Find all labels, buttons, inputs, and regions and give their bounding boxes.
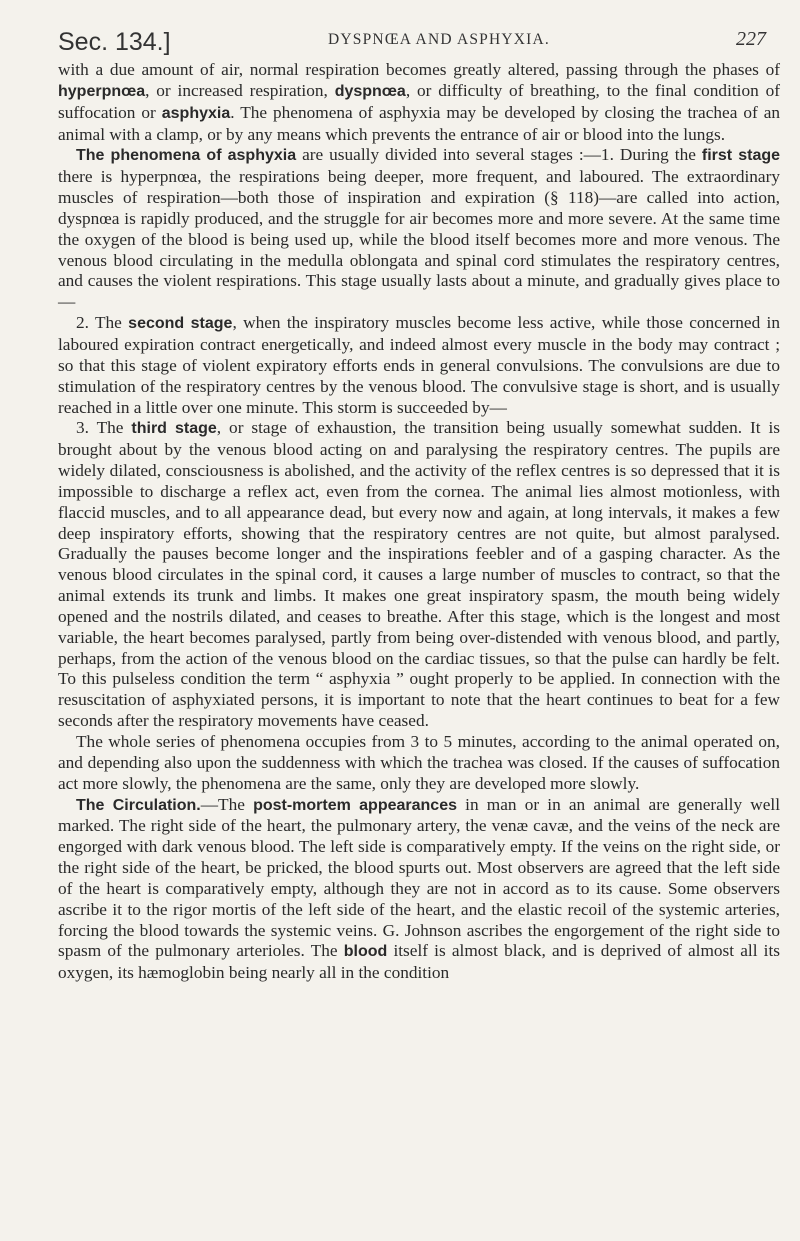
text-run: in man or in an animal are generally well marked. The right side of the heart, the pulmonary artery, the venæ cavæ, and the veins of the neck are engorged with dark venous blood. The left side is comparatively empty. If the veins on the right side, or the right side of the heart, be pricked, the blood spurts out. Most observers are agreed that the left side of the heart is comparatively empty, although they are not in accord as to its cause. Some observers ascribe it to the rigor mortis of the left side of the heart, and the elastic recoil of the systemic arteries, forcing the blood towards the systemic veins. G. Johnson ascribes the engorgement of the right side to spasm of the pulmonary arterioles. The bbox=[58, 794, 781, 961]
body-text bbox=[58, 60, 780, 984]
paragraph bbox=[58, 313, 780, 418]
text-run: . The phenomena of asphyxia may be developed by closing the trachea of an animal with a clamp, or by any means which prevents the entrance of air or blood into the lungs. bbox=[58, 102, 781, 144]
bold-term: post-mortem appearances bbox=[253, 796, 457, 814]
section-number: Sec. 134.] bbox=[58, 28, 171, 56]
paragraph bbox=[58, 795, 780, 985]
bold-term: second stage bbox=[128, 315, 233, 333]
text-run: The whole series of phenomena occupies from 3 to 5 minutes, according to the animal operated on, and depending also upon the suddenness with which the trachea was closed. If the causes of suffocation act more slowly, the phenomena are the same, only they are developed more slowly. bbox=[58, 732, 780, 793]
text-run: , or stage of exhaustion, the transition being usually somewhat sudden. It is brought about by the venous blood acting on and paralysing the respiratory centres. The pupils are widely dilated, consciousness is abolished, and the activity of the reflex centres is so depressed that it is impossible to discharge a reflex act, even from the cornea. The animal lies almost motionless, with flaccid muscles, and to all appearance dead, but every now and again, at long intervals, it makes a few deep inspiratory efforts, showing that the respiratory centres are not quite, but almost paralysed. Gradually the pauses become longer and the inspirations feebler and of a gasping character. As the venous blood circulates in the spinal cord, it causes a large number of muscles to contract, so that the animal extends its trunk and limbs. It makes one great inspiratory spasm, the mouth being widely opened and the nostrils dilated, and ceases to breathe. After this stage, which is the longest and most variable, the heart becomes paralysed, partly from being over-distended with venous blood, and partly, perhaps, from the action of the venous blood on the cardiac tissues, so that the pulse can hardly be felt. To this pulseless condition the term “ asphyxia ” ought properly to be applied. In connection with the resuscitation of asphyxiated persons, it is important to note that the heart continues to beat for a few seconds after the respiratory movements have ceased. bbox=[58, 418, 780, 731]
text-run: , or increased respiration, bbox=[145, 80, 335, 100]
page-number: 227 bbox=[736, 28, 766, 50]
text-run: there is hyperpnœa, the respirations being deeper, more frequent, and laboured. The extraordinary muscles of respiration—both those of inspiration and expiration (§ 118)—are called into action, dyspnœa is rapidly produced, and the struggle for air becomes more and more severe. At the same time the oxygen of the blood is being used up, while the blood itself becomes more and more venous. The venous blood circulating in the medulla oblongata and spinal cord stimulates the respiratory centres, and causes the violent respirations. This stage usually lasts about a minute, and gradually gives place to— bbox=[58, 167, 780, 312]
text-run: 2. The bbox=[76, 313, 129, 333]
text-run: , or difficulty of breathing, to the final condition of suffocation or bbox=[58, 80, 780, 122]
bold-term: The Circulation. bbox=[76, 796, 201, 814]
paragraph bbox=[58, 145, 780, 313]
paragraph bbox=[58, 732, 780, 795]
bold-term: asphyxia bbox=[161, 104, 231, 122]
bold-term: third stage bbox=[131, 420, 217, 438]
running-head bbox=[58, 22, 770, 56]
bold-term: first stage bbox=[701, 147, 781, 165]
bold-term: hyperpnœa bbox=[58, 82, 146, 100]
paragraph bbox=[58, 418, 780, 732]
paragraph bbox=[58, 60, 780, 145]
bold-term: The phenomena of asphyxia bbox=[76, 147, 297, 165]
bold-term: dyspnœa bbox=[334, 82, 406, 100]
text-run: are usually divided into several stages :—1. During the bbox=[296, 145, 702, 165]
text-run: itself is almost black, and is deprived of almost all its oxygen, its hæmoglobin being nearly all in the condition bbox=[58, 941, 780, 983]
bold-term: blood bbox=[343, 943, 388, 961]
text-run: with a due amount of air, normal respiration becomes greatly altered, passing through the phases of bbox=[58, 60, 780, 79]
text-run: , when the inspiratory muscles become less active, while those concerned in laboured expiration contract energetically, and indeed almost every muscle in the body may contract ; so that this stage of violent expiratory efforts ends in general convulsions. The convulsions are due to stimulation of the respiratory centres by the venous blood. The convulsive stage is short, and is usually reached in a little over one minute. This storm is succeeded by— bbox=[58, 313, 780, 417]
text-run: 3. The bbox=[76, 418, 132, 438]
running-title: DYSPNŒA AND ASPHYXIA. bbox=[328, 31, 551, 48]
text-run: —The bbox=[200, 794, 254, 814]
